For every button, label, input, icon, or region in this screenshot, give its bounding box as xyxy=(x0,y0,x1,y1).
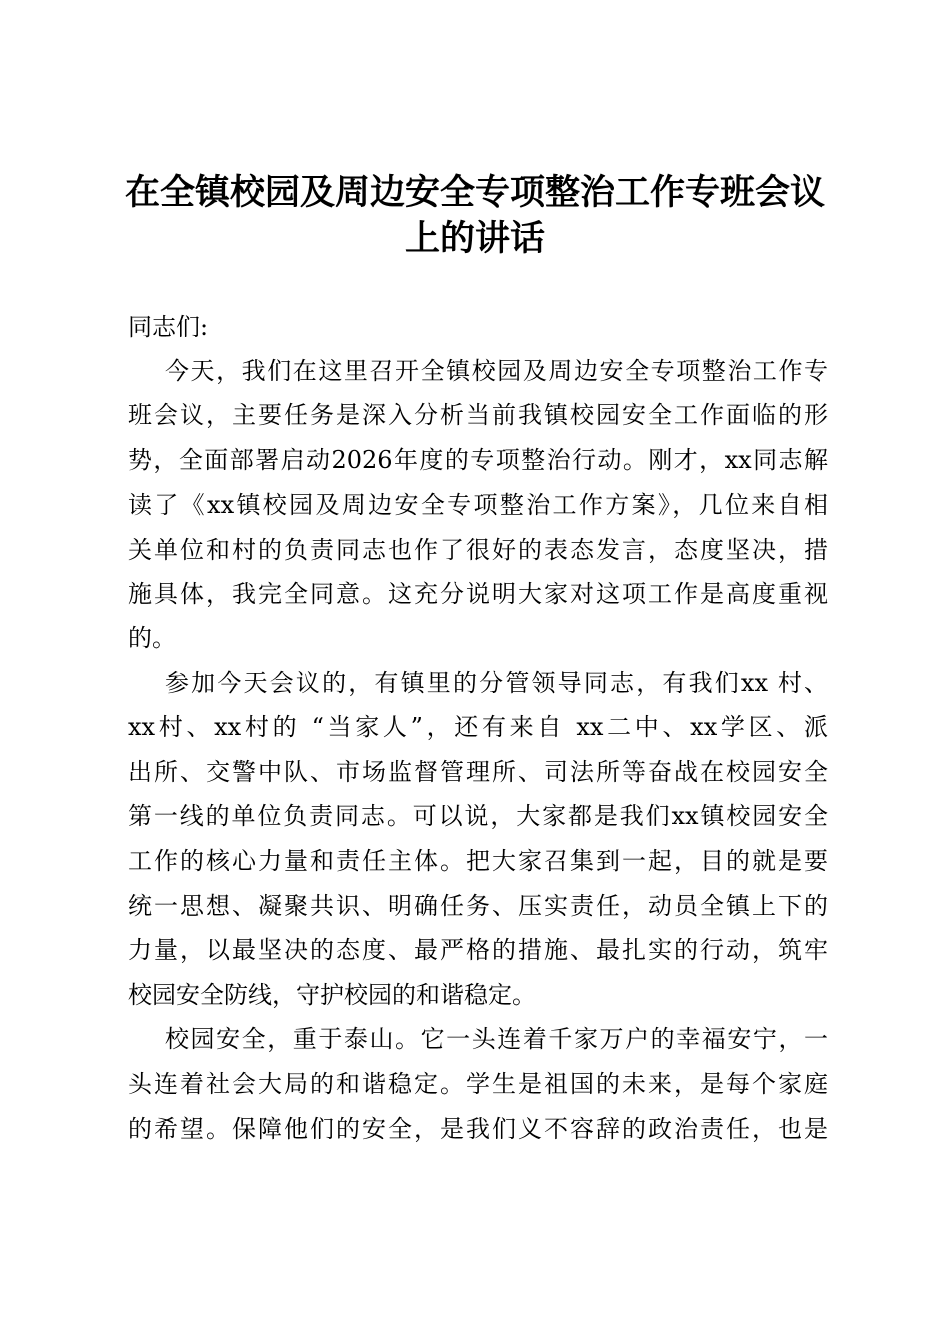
paragraph-1-line-5: 关单位和村的负责同志也作了很好的表态发言，态度坚决，措 xyxy=(128,536,828,564)
paragraph-3-line-2: 头连着社会大局的和谐稳定。学生是祖国的未来，是每个家庭 xyxy=(128,1070,828,1098)
paragraph-2-line-6: 统一思想、凝聚共识、明确任务、压实责任，动员全镇上下的 xyxy=(128,892,828,920)
paragraph-2-line-4: 第一线的单位负责同志。可以说，大家都是我们xx镇校园安全 xyxy=(128,802,828,830)
paragraph-2-line-1: 参加今天会议的，有镇里的分管领导同志，有我们xx 村、 xyxy=(165,669,828,697)
paragraph-3-line-3: 的希望。保障他们的安全，是我们义不容辞的政治责任，也是 xyxy=(128,1115,828,1143)
paragraph-1-line-2: 班会议，主要任务是深入分析当前我镇校园安全工作面临的形 xyxy=(128,401,828,429)
paragraph-1-line-3: 势，全面部署启动2026年度的专项整治行动。刚才，xx同志解 xyxy=(128,446,828,474)
paragraph-2-line-5: 工作的核心力量和责任主体。把大家召集到一起，目的就是要 xyxy=(128,847,828,875)
paragraph-2-line-2: xx村、xx村的 “当家人”，还有来自 xx二中、xx学区、派 xyxy=(128,713,828,741)
paragraph-2-line-3: 出所、交警中队、市场监督管理所、司法所等奋战在校园安全 xyxy=(128,758,828,786)
paragraph-1-line-6: 施具体，我完全同意。这充分说明大家对这项工作是高度重视 xyxy=(128,580,828,608)
paragraph-2-line-7: 力量，以最坚决的态度、最严格的措施、最扎实的行动，筑牢 xyxy=(128,936,828,964)
paragraph-1-line-4: 读了《xx镇校园及周边安全专项整治工作方案》，几位来自相 xyxy=(128,491,828,519)
salutation: 同志们: xyxy=(128,313,209,341)
paragraph-1-line-1: 今天，我们在这里召开全镇校园及周边安全专项整治工作专 xyxy=(165,357,828,385)
paragraph-3-line-1: 校园安全，重于泰山。它一头连着千家万户的幸福安宁，一 xyxy=(165,1025,828,1053)
document-title-line-1: 在全镇校园及周边安全专项整治工作专班会议 xyxy=(124,172,825,213)
document-title-line-2: 上的讲话 xyxy=(404,218,545,259)
paragraph-1-line-7: 的。 xyxy=(128,624,176,652)
paragraph-2-line-8: 校园安全防线，守护校园的和谐稳定。 xyxy=(128,981,536,1009)
